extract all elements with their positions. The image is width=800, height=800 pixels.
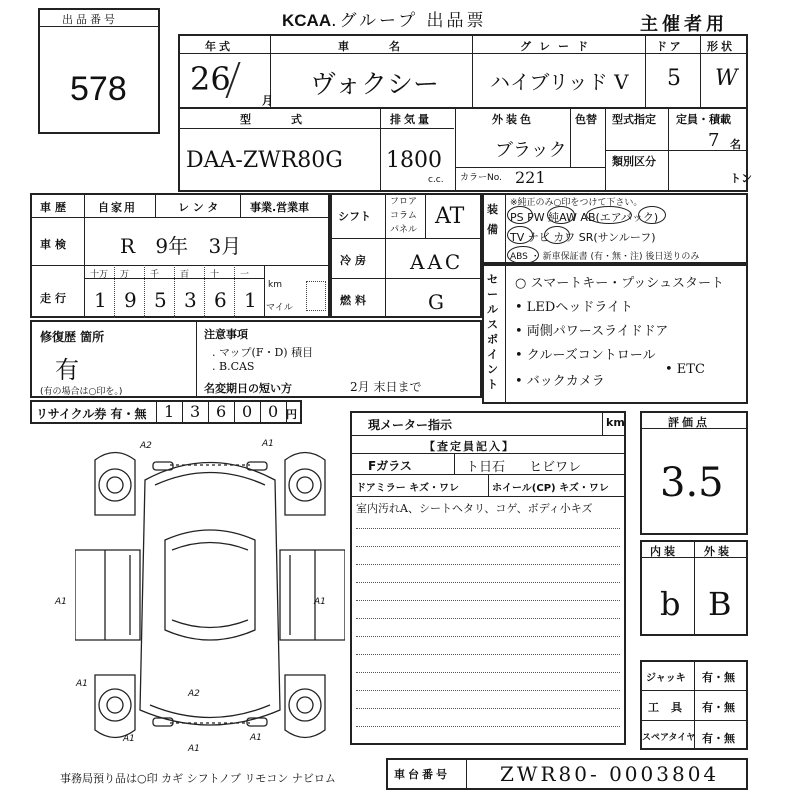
score-value: 3.5: [660, 460, 724, 506]
recycle-unit: 円: [286, 408, 297, 421]
inspection-label: 車検: [40, 238, 70, 251]
color-code-label: カラーNo.: [460, 173, 502, 183]
recycle-label: リサイクル券 有・無: [36, 407, 147, 421]
rename-label: 名変期日の短い方: [204, 382, 292, 395]
mileage-unit-label: 百: [180, 270, 190, 280]
spare-label: スペアタイヤ: [642, 733, 696, 743]
repaint-label: 色替: [575, 113, 597, 126]
year-label: 年式: [205, 40, 233, 53]
history-option-business: 事業.営業車: [250, 201, 310, 214]
shift-column: コラム: [390, 211, 417, 221]
selling-point-6: • ETC: [665, 362, 705, 377]
ps-circle: [507, 206, 533, 224]
mileage-label: 走行: [40, 292, 70, 305]
exterior-label: 外装: [704, 545, 732, 558]
rename-value: 2月 末日まで: [350, 380, 422, 394]
color-label: 外装色: [492, 113, 534, 126]
cc-label: 排気量: [390, 113, 432, 126]
color-code-value: 221: [515, 168, 546, 187]
inspector-label: 【査定員記入】: [424, 440, 515, 453]
fuel-label: 燃料: [340, 294, 370, 307]
recycle-digit: 1: [164, 402, 175, 421]
equipment-line-2: TV ナビ カワ SR(サンルーフ): [510, 231, 656, 244]
mileage-km: km: [268, 280, 282, 290]
meter-unit: km: [606, 416, 625, 429]
interior-value: b: [660, 585, 681, 623]
mileage-digit: 6: [214, 288, 227, 312]
equipment-line-1: PS PW 純AW AB(エアバック): [510, 211, 659, 224]
mileage-unit-label: 一: [240, 270, 250, 280]
pw-circle: [547, 206, 575, 224]
abs-circle: [507, 246, 539, 264]
mileage-digit: 1: [244, 288, 257, 312]
chassis-label: 車台番号: [394, 768, 450, 781]
recycle-digit: 0: [242, 402, 253, 421]
mile-checkbox[interactable]: [306, 281, 326, 311]
recycle-digit: 0: [268, 402, 279, 421]
ac-label: 冷房: [340, 254, 370, 267]
mileage-unit-label: 十万: [90, 270, 109, 280]
designation-label: 型式指定: [612, 113, 656, 126]
tools-value: 有・無: [702, 701, 735, 714]
jack-value: 有・無: [702, 671, 735, 684]
inspection-value: R 9年 3月: [120, 234, 242, 258]
shape-value: W: [715, 66, 738, 91]
selling-point-4: • クルーズコントロール: [515, 348, 656, 363]
interior-label: 内装: [650, 545, 678, 558]
category-label: 類別区分: [612, 155, 656, 168]
notes-line-1: . マップ(F・D) 積目: [212, 346, 314, 359]
score-label: 評価点: [668, 416, 710, 429]
damage-mark-rear: A2: [188, 689, 200, 699]
year-value: 26: [190, 60, 231, 98]
shift-floor: フロア: [390, 197, 418, 207]
selling-point-5: • バックカメラ: [515, 374, 605, 389]
chassis-value: ZWR80- 0003804: [500, 762, 720, 786]
glass-options: ト日石 ヒビワレ: [466, 460, 582, 475]
mileage-unit-label: 十: [210, 270, 220, 280]
type-label: 型式: [240, 113, 342, 126]
car-diagram: [75, 440, 345, 760]
selling-point-2: • LEDヘッドライト: [515, 300, 633, 315]
damage-mark-left-rear: A1: [76, 679, 88, 689]
inspector-comment: 室内汚れA、シートヘタリ、コゲ、ボディ小キズ: [356, 502, 593, 515]
ac-value: AAC: [410, 250, 464, 274]
repair-note: (有の場合は○印を。): [40, 387, 123, 397]
lot-label: 出品番号: [62, 13, 118, 26]
year-unit: 月: [262, 94, 273, 107]
repair-label: 修復歴 箇所: [40, 330, 105, 344]
exterior-value: B: [708, 585, 732, 623]
notes-line-2: . B.CAS: [212, 360, 255, 373]
form-title: [282, 6, 487, 31]
equipment-line-3: ABS ・ 新車保証書 (有・無・注) 後日送りのみ: [510, 252, 700, 262]
capacity-unit: 名: [730, 138, 741, 151]
mileage-unit-label: 千: [150, 270, 160, 280]
recycle-digit: 6: [216, 402, 227, 421]
mileage-digit: 9: [124, 288, 137, 312]
selling-point-1: ○ スマートキー・プッシュスタート: [515, 276, 725, 291]
mileage-digit: 1: [94, 288, 107, 312]
mirror-label: ドアミラー キズ・ワレ: [356, 483, 459, 494]
selling-point-3: • 両側パワースライドドア: [515, 324, 669, 339]
shape-label: 形状: [707, 40, 735, 53]
glass-label: Fガラス: [368, 459, 412, 473]
capacity-label: 定員・積載: [676, 113, 731, 126]
history-option-rental: レンタ: [178, 201, 223, 214]
grade-label: グレード: [520, 40, 596, 53]
cc-unit: c.c.: [428, 175, 444, 185]
capacity-value: 7: [708, 130, 720, 151]
ab-circle: [638, 206, 666, 224]
mileage-unit-label: 万: [120, 270, 130, 280]
brand-logo: KCAA: [282, 11, 332, 30]
doors-value: 5: [667, 66, 681, 91]
damage-mark-rear-left: A1: [123, 734, 135, 744]
model-label: 車名: [338, 40, 440, 53]
office-note: 事務局預り品は○印 カギ シフトノブ リモコン ナビロム: [60, 772, 336, 785]
lot-number: 578: [70, 70, 127, 108]
damage-mark-right: A1: [314, 597, 326, 607]
title-text: .グループ 出品票: [331, 11, 487, 31]
fuel-value: G: [428, 290, 444, 314]
equipment-label: 装備: [487, 203, 498, 236]
damage-mark-front: A2: [140, 441, 152, 451]
doors-label: ドア: [656, 40, 684, 53]
color-value: ブラック: [495, 140, 567, 161]
wheel-label: ホイール(CP) キズ・ワレ: [492, 483, 609, 494]
mileage-digit: 3: [184, 288, 197, 312]
aw-circle: [586, 206, 632, 224]
spare-value: 有・無: [702, 732, 735, 745]
damage-mark-rear-right: A1: [250, 733, 262, 743]
mileage-mile: マイル: [266, 303, 293, 313]
notes-label: 注意事項: [204, 328, 248, 341]
history-option-private: 自家用: [98, 201, 137, 214]
equipment-note: ※純正のみ○印をつけて下さい。: [510, 198, 643, 208]
mileage-digit: 5: [154, 288, 167, 312]
shift-value: AT: [435, 204, 465, 229]
damage-mark-left: A1: [55, 597, 67, 607]
shift-label: シフト: [338, 210, 371, 223]
tv-circle: [507, 226, 533, 244]
shift-panel: パネル: [390, 225, 418, 235]
history-label: 車歴: [40, 201, 70, 214]
repair-value: 有: [55, 356, 79, 384]
ton-unit: トン: [730, 172, 752, 185]
jack-label: ジャッキ: [646, 673, 686, 684]
tools-label: 工具: [648, 701, 694, 714]
meter-label: 現メーター指示: [368, 418, 453, 432]
cc-value: 1800: [386, 148, 442, 173]
grade-value: ハイブリッド V: [490, 70, 629, 94]
damage-mark-rear-mid: A1: [188, 744, 200, 754]
damage-mark-front-right: A1: [262, 439, 274, 449]
recycle-digit: 3: [190, 402, 201, 421]
navi-circle: [544, 226, 570, 244]
selling-label: セールスポイント: [487, 273, 498, 391]
model-value: ヴォクシー: [310, 70, 439, 100]
type-value: DAA-ZWR80G: [186, 148, 343, 173]
organizer-label: 主催者用: [640, 14, 728, 35]
